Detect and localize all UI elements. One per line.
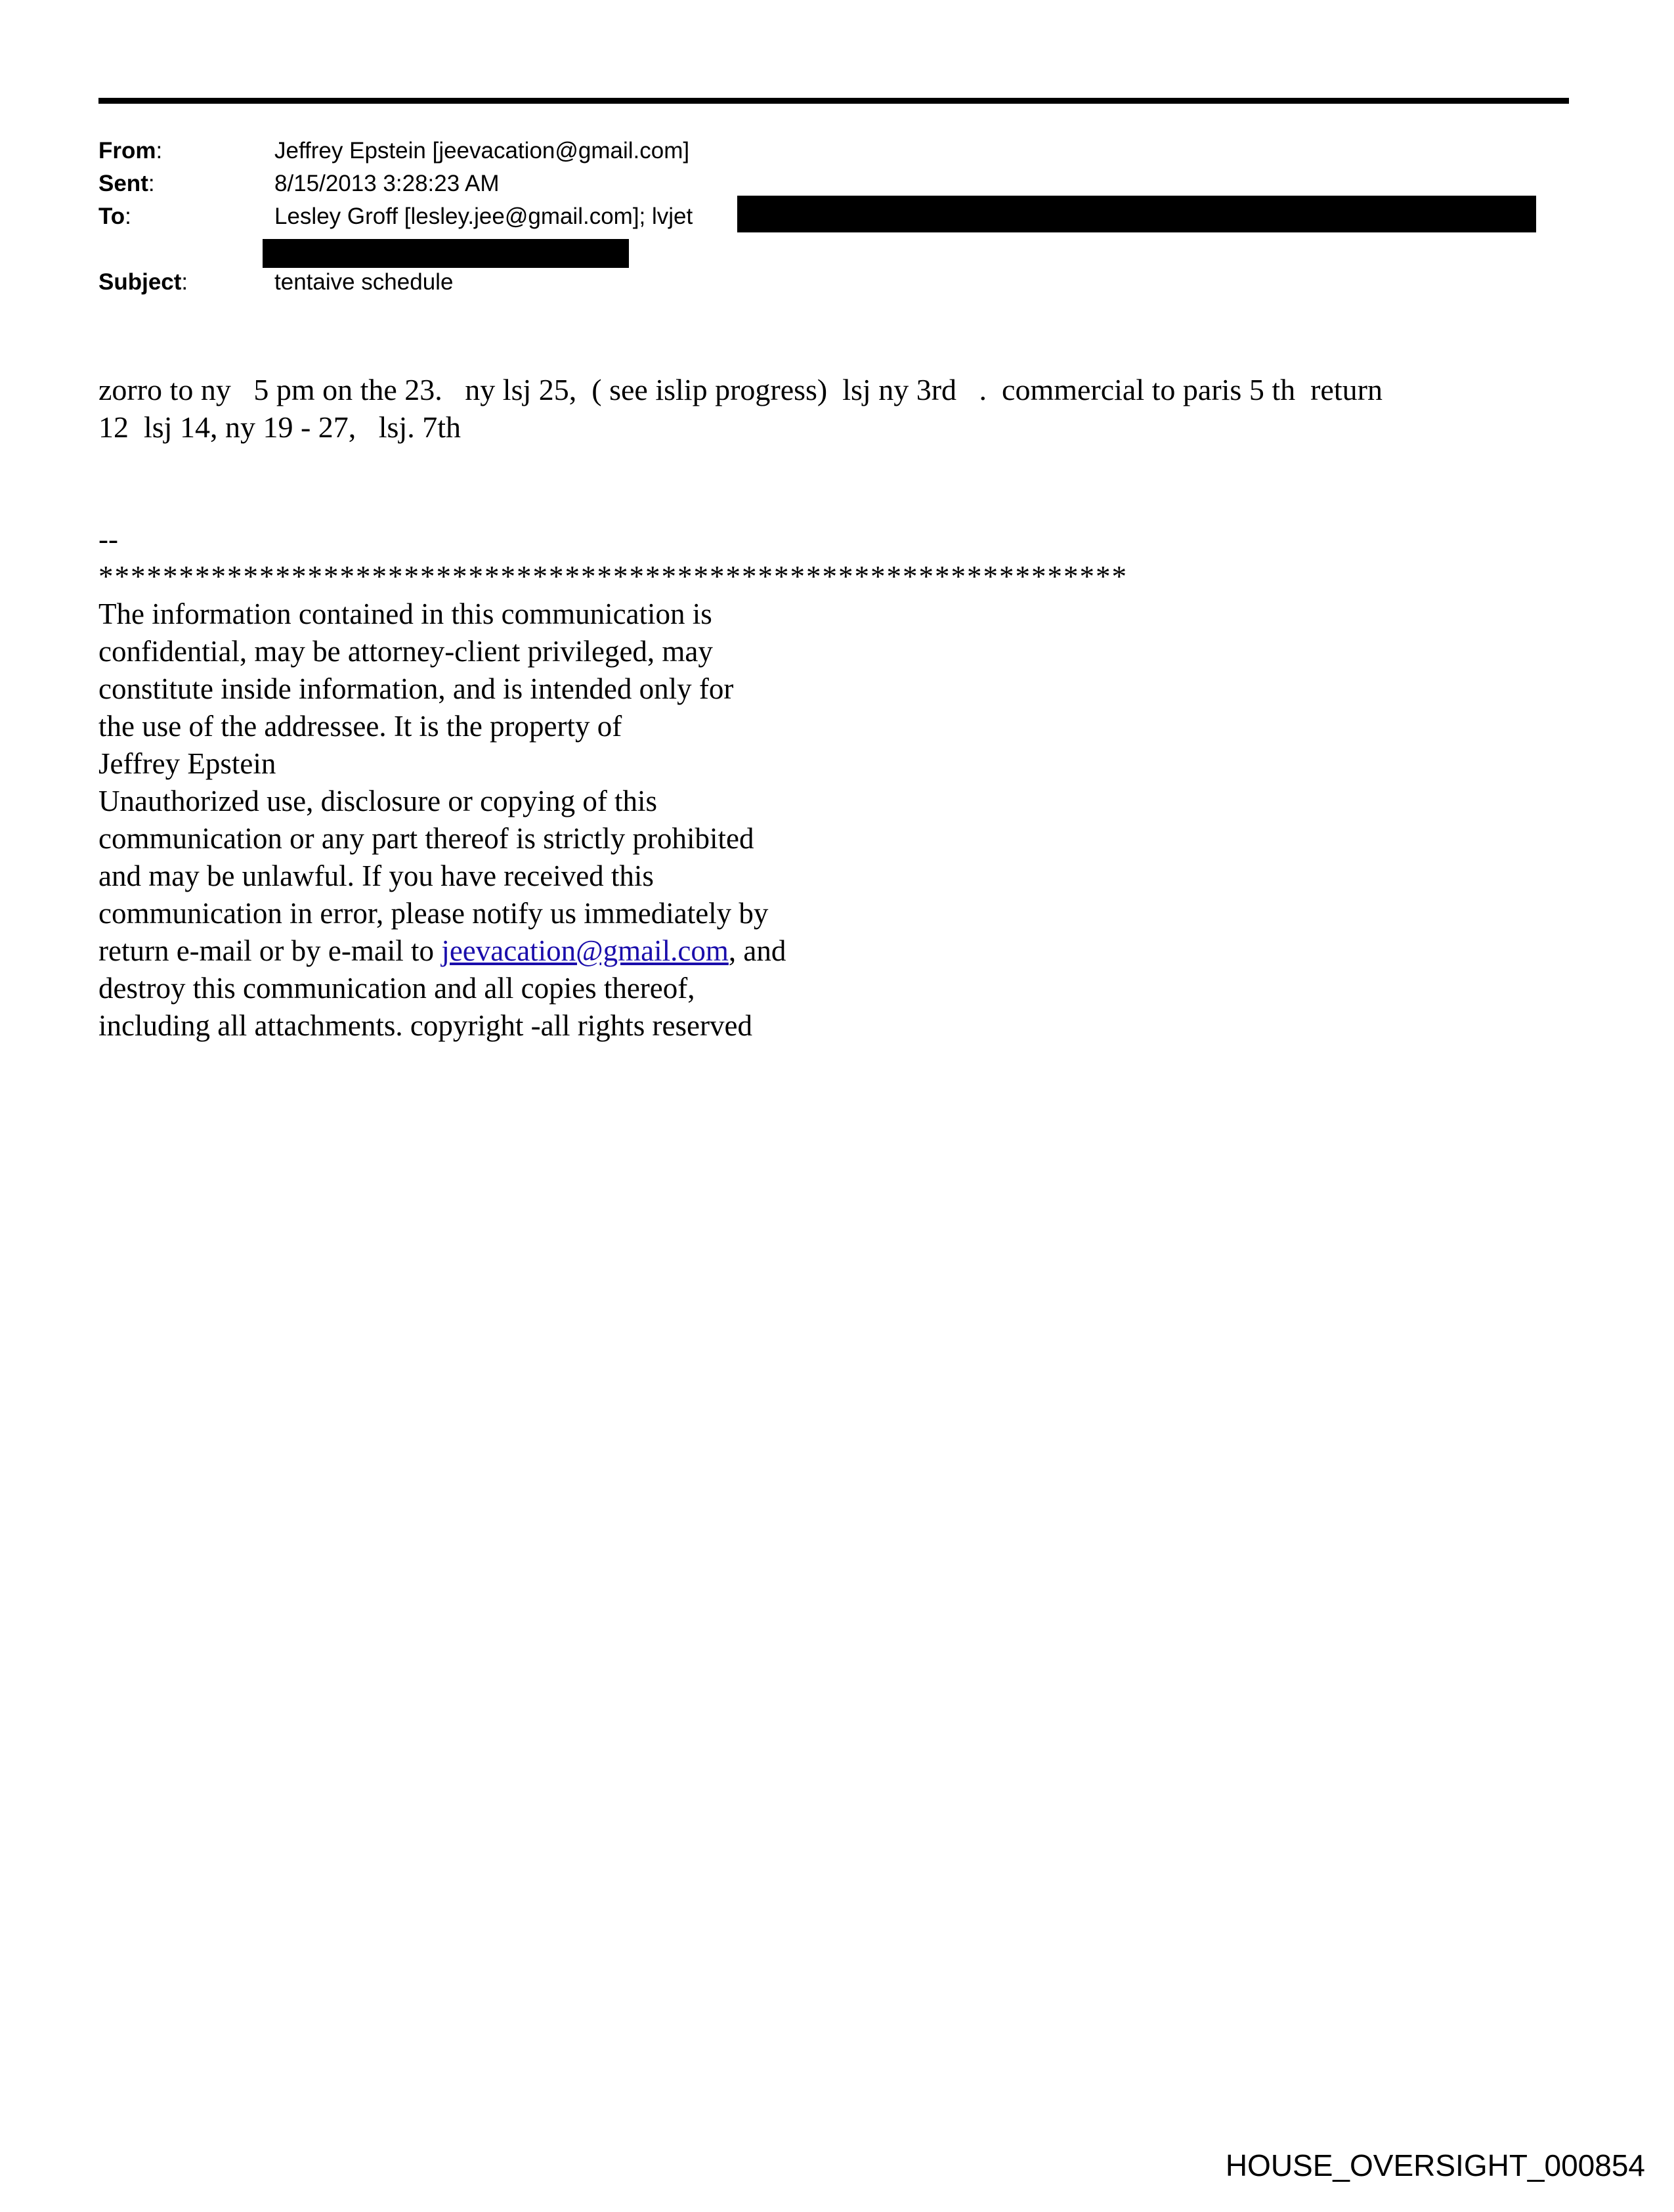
disclaimer-line: the use of the addressee. It is the property of bbox=[98, 710, 622, 743]
disclaimer-line: communication or any part thereof is strictly prohibited bbox=[98, 822, 754, 855]
signature-dashes: -- bbox=[98, 523, 118, 555]
disclaimer-line: destroy this communication and all copies thereof, bbox=[98, 972, 695, 1005]
disclaimer-line: constitute inside information, and is intended only for bbox=[98, 672, 734, 705]
disclaimer-line: communication in error, please notify us immediately by bbox=[98, 897, 769, 930]
return-suffix: , and bbox=[728, 934, 786, 967]
to-value: Lesley Groff [lesley.jee@gmail.com]; lvjet bbox=[274, 204, 693, 229]
from-value: Jeffrey Epstein [jeevacation@gmail.com] bbox=[274, 138, 690, 163]
disclaimer-line: Jeffrey Epstein bbox=[98, 747, 276, 780]
return-prefix: return e-mail or by e-mail to bbox=[98, 934, 442, 967]
from-row bbox=[98, 135, 1576, 167]
top-rule bbox=[98, 98, 1569, 104]
email-header bbox=[98, 135, 1576, 295]
disclaimer-line: confidential, may be attorney-client privileged, may bbox=[98, 635, 713, 668]
disclaimer-line: Unauthorized use, disclosure or copying of this bbox=[98, 785, 658, 817]
to-label: To: bbox=[98, 204, 131, 229]
subject-value: tentaive schedule bbox=[274, 269, 454, 295]
disclaimer-line: and may be unlawful. If you have received this bbox=[98, 859, 654, 892]
disclaimer-line: including all attachments. copyright -all rights reserved bbox=[98, 1009, 752, 1042]
sent-value: 8/15/2013 3:28:23 AM bbox=[274, 171, 500, 196]
bates-number: HOUSE_OVERSIGHT_000854 bbox=[1225, 2148, 1645, 2182]
signature-disclaimer bbox=[98, 521, 1128, 1045]
disclaimer-return-line bbox=[98, 932, 1018, 970]
body-line: 12 lsj 14, ny 19 - 27, lsj. 7th bbox=[98, 410, 461, 444]
email-link[interactable]: jeevacation@gmail.com bbox=[441, 934, 729, 967]
disclaimer-line: The information contained in this communication is bbox=[98, 597, 712, 630]
email-body bbox=[98, 371, 1576, 446]
redaction-bar-second-line bbox=[263, 239, 629, 268]
body-line: zorro to ny 5 pm on the 23. ny lsj 25, ( see islip progress) lsj ny 3rd . commercial to paris 5 th return bbox=[98, 373, 1383, 406]
from-label: From: bbox=[98, 138, 163, 163]
subject-label: Subject: bbox=[98, 269, 188, 295]
signature-stars: **************************************************************** bbox=[98, 560, 1128, 593]
sent-label: Sent: bbox=[98, 171, 155, 196]
redaction-bar bbox=[737, 196, 1536, 232]
